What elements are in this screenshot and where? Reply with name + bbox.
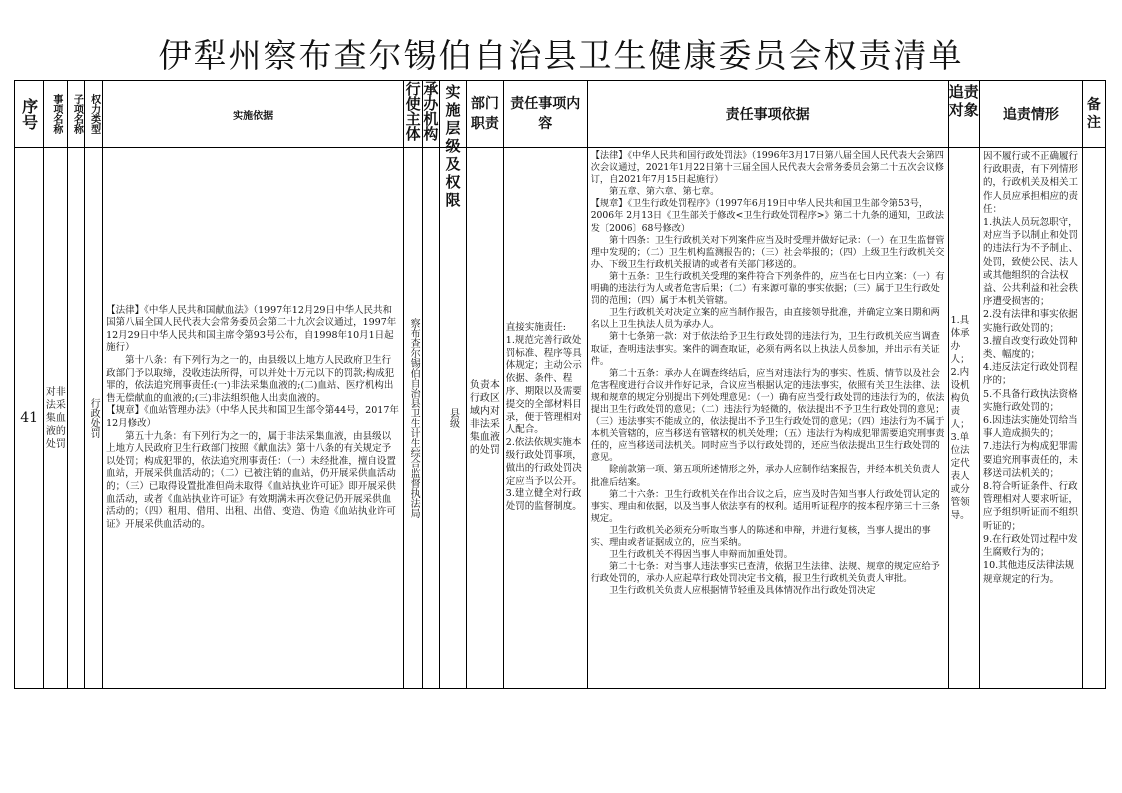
cell-accountability: 因不履行或不正确履行行政职责，有下列情形的，行政机关及相关工作人员应承担相应的责任： 1.执法人员玩忽职守，对应当予以制止和处罚的违法行为不予制止、处罚，致使公民、法人或其他组织的合法权益、公共利益和社会秩序遭受损害的； 2.没有法律和事实依据实施行政处罚的； 3.擅自改变行政处罚种类、幅度的； 4.违反法定行政处罚程序的； 5.不具备行政执法资格实施行政处罚的； 6.因违法实施处罚给当事人造成损失的； 7.违法行为构成犯罪需要追究刑事责任的，未移送司法机关的； 8.符合听证条件、行政管理相对人要求听证，应予组织听证而不组织听证的； 9.在行政处罚过程中发生腐败行为的； 10.其他违反法律法规规章规定的行为。 (983, 151, 1079, 585)
responsibility-table (14, 80, 1106, 689)
cell-accountable: 1.具体承办人； 2.内设机构负责人； 3.单位法定代表人或分管领导。 (950, 315, 970, 521)
header-accountable: 追责对象 (948, 83, 979, 119)
header-power-type: 权力类型 (88, 94, 100, 134)
cell-power-type: 行政处罚 (88, 398, 100, 438)
header-seq: 序号 (19, 98, 39, 130)
cell-level: 县级 (447, 408, 459, 428)
header-item-name: 事项名称 (50, 94, 62, 134)
header-sub-item-name: 子项名称 (71, 94, 83, 134)
header-resp-content: 责任事项内容 (510, 96, 581, 132)
header-dept-duty: 部门职责 (470, 96, 499, 132)
header-resp-basis: 责任事项依据 (725, 107, 810, 123)
header-level: 实施层级及权限 (445, 83, 461, 209)
cell-subject: 察布查尔锡伯自治县卫生计生综合监督执法局 (408, 318, 420, 518)
header-handling-org: 承办机构 (421, 81, 440, 141)
cell-dept-duty: 负责本行政区域内对非法采集血液的处罚 (469, 380, 500, 456)
header-row (15, 81, 1106, 148)
header-basis: 实施依据 (233, 110, 274, 122)
cell-resp-content: 直接实施责任: 1.规范完善行政处罚标准、程序等具体规定；主动公示依据、条件、程序、期限以及需要提交的全部材料目录，便于管理相对人配合。 2.依法依规实施本级行政处罚事项，做出的行政处罚决定应当予以公开。 3.建立健全对行政处罚的监督制度。 (505, 322, 582, 513)
cell-item-name: 对非法采集血液的处罚 (45, 386, 66, 450)
cell-basis: 【法律】《中华人民共和国献血法》（1997年12月29日中华人民共和国第八届全国人民代表大会常务委员会第二十九次会议通过，1997年12月29日中华人民共和国主席令第93号公布，自1998年10月1日起施行） 第十八条：有下列行为之一的，由县级以上地方人民政府卫生行政部门予以取缔，没收违法所得，可以并处十万元以下的罚款;构成犯罪的，依法追究刑事责任:(一)非法采集血液的;(二)血站、医疗机构出售无偿献血的血液的;(三)非法组织他人出卖血液的。 【规章】《血站管理办法》（中华人民共和国卫生部令第44号，2017年12月修改） 第五十九条：有下列行为之一的，属于非法采集血液，由县级以上地方人民政府卫生行政部门按照《献血法》第十八条的有关规定予以处罚；构成犯罪的，依法追究刑事责任：（一）未经批准，擅自设置血站，开展采供血活动的；（二）已被注销的血站，仍开展采供血活动的；（三）已取得设置批准但尚未取得《血站执业许可证》即开展采供血活动，或者《血站执业许可证》有效期满未再次登记仍开展采供血活动的；（四）租用、借用、出租、出借、变造、伪造《血站执业许可证》开展采供血活动的。 (106, 304, 399, 530)
table-row (15, 148, 1106, 689)
cell-seq: 41 (20, 410, 39, 426)
header-subject: 行使主体 (403, 81, 422, 141)
header-remarks: 备注 (1086, 97, 1101, 131)
cell-resp-basis: 【法律】《中华人民共和国行政处罚法》（1996年3月17日第八届全国人民代表大会第四次会议通过，2021年1月22日第十三届全国人民代表大会常务委员会第二十五次会议修订，自2021年7月15日起施行） 第五章、第六章、第七章。 【规章】《卫生行政处罚程序》（1997年6月19日中华人民共和国卫生部令第53号，2006年 2月13日《卫生部关于修改<卫生行政处罚程序>》第二十九条的通知，卫政法发〔2006〕68号修改） 第十四条：卫生行政机关对下列案件应当及时受理并做好记录：（一）在卫生监督管理中发现的；（二）卫生机构监测报告的；（三）社会举报的；（四）上级卫生行政机关交办、下级卫生行政机关报请的或者有关部门移送的。 第十五条：卫生行政机关受理的案件符合下列条件的，应当在七日内立案：（一）有明确的违法行为人或者危害后果；（二）有来源可靠的事实依据；（三）属于卫生行政处罚的范围；（四）属于本机关管辖。 卫生行政机关对决定立案的应当制作报告，由直接领导批准，并确定立案日期和两名以上卫生执法人员为承办人。 第十七条第一款：对于依法给予卫生行政处罚的违法行为，卫生行政机关应当调查取证，查明违法事实。案件的调查取证，必须有两名以上执法人员参加，并出示有关证件。 第二十五条：承办人在调查终结后，应当对违法行为的事实、性质、情节以及社会危害程度进行合议并作好记录，合议应当根据认定的违法事实，依照有关卫生法律、法规和规章的规定分别提出下列处理意见：（一）确有应当受行政处罚的违法行为的，依法提出卫生行政处罚的意见；（二）违法行为轻微的，依法提出不予卫生行政处罚的意见；（三）违法事实不能成立的，依法提出不予卫生行政处罚的意见；（四）违法行为不属于本机关管辖的，应当移送有管辖权的机关处理；（五）违法行为构成犯罪需要追究刑事责任的，应当移送司法机关。同时应当予以行政处罚的，还应当依法提出卫生行政处罚的意见。 除前款第一项、第五项所述情形之外，承办人应制作结案报告，并经本机关负责人批准后结案。 第二十六条：卫生行政机关在作出合议之后，应当及时告知当事人行政处罚认定的事实、理由和依据，以及当事人依法享有的权利。适用听证程序的按本程序第三十三条规定。 卫生行政机关必须充分听取当事人的陈述和申辩，并进行复核，当事人提出的事实、理由或者证据成立的，应当采纳。 卫生行政机关不得因当事人申辩而加重处罚。 第二十七条：对当事人违法事实已查清，依据卫生法律、法规、规章的规定应给予行政处罚的，承办人应起草行政处罚决定书文稿，报卫生行政机关负责人审批。 卫生行政机关负责人应根据情节轻重及具体情况作出行政处罚决定 (590, 150, 945, 597)
page-title: 伊犁州察布查尔锡伯自治县卫生健康委员会权责清单 (158, 36, 964, 75)
header-accountability: 追责情形 (1002, 107, 1059, 123)
